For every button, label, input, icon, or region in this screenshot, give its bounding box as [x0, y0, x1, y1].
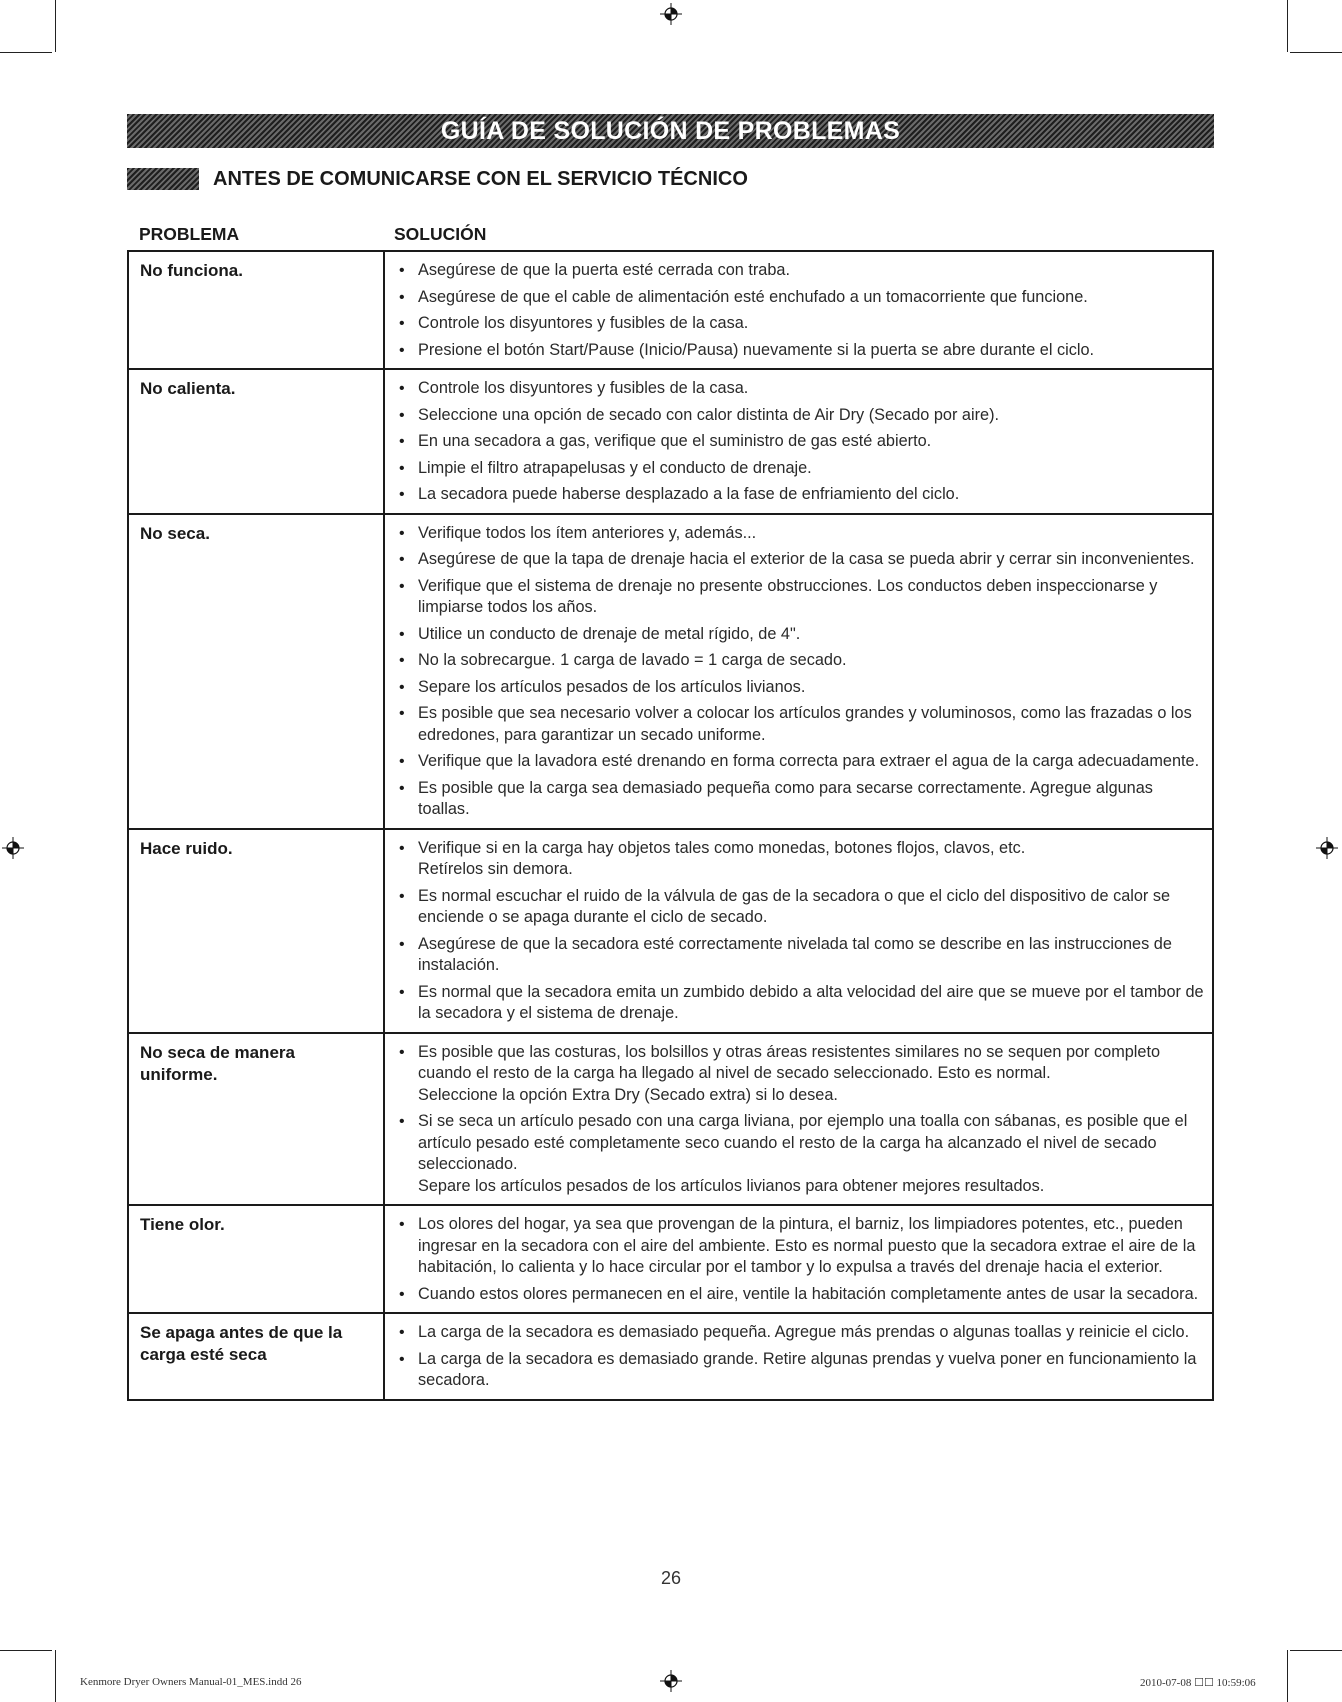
- crop-mark: [1287, 1650, 1288, 1702]
- crop-mark: [1290, 1650, 1342, 1651]
- solution-text: Verifique si en la carga hay objetos tales como monedas, botones flojos, clavos, etc.: [418, 838, 1026, 857]
- problem-cell: Hace ruido.: [128, 829, 384, 1033]
- crop-mark: [55, 0, 56, 52]
- problem-cell: Se apaga antes de que la carga esté seca: [128, 1313, 384, 1400]
- solution-cell: [384, 1033, 1213, 1206]
- section-title: ANTES DE COMUNICARSE CON EL SERVICIO TÉCNICO: [213, 167, 748, 190]
- section-heading-block: [127, 168, 199, 190]
- solution-item: • Controle los disyuntores y fusibles de la casa.: [399, 313, 1204, 335]
- table-row: [128, 514, 1213, 829]
- problem-cell: No funciona.: [128, 251, 384, 369]
- solution-item: • Los olores del hogar, ya sea que provengan de la pintura, el barniz, los limpiadores potentes, etc., pueden ingresar en la secadora con el aire del ambiente. Esto es normal puesto que la secadora extrae el aire de la habitación, lo calienta y lo hace circular por el tambor y lo expulsa a través del drenaje hacia el exterior.: [399, 1214, 1204, 1279]
- solution-cell: [384, 1205, 1213, 1313]
- table-row: [128, 1033, 1213, 1206]
- solution-item: • Es normal que la secadora emita un zumbido debido a alta velocidad del aire que se mueve por el tambor de la secadora y el sistema de drenaje.: [399, 982, 1204, 1025]
- solution-cell: [384, 369, 1213, 514]
- solution-item: [399, 1111, 1204, 1197]
- section-heading: [127, 167, 748, 191]
- problem-cell: Tiene olor.: [128, 1205, 384, 1313]
- crop-mark: [1287, 0, 1288, 52]
- table-row: [128, 251, 1213, 369]
- table-row: [128, 1313, 1213, 1400]
- troubleshooting-table: [127, 250, 1214, 1401]
- solution-item: • En una secadora a gas, verifique que el suministro de gas esté abierto.: [399, 431, 1204, 453]
- solution-item: • Limpie el filtro atrapapelusas y el conducto de drenaje.: [399, 458, 1204, 480]
- solution-item: • Asegúrese de que la secadora esté correctamente nivelada tal como se describe en las instrucciones de instalación.: [399, 934, 1204, 977]
- solution-text: Si se seca un artículo pesado con una carga liviana, por ejemplo una toalla con sábanas, es posible que el artículo pesado esté completamente seco cuando el resto de la carga ha alcanzado el nivel de secado seleccionado.: [418, 1112, 1188, 1173]
- solution-item: • Cuando estos olores permanecen en el aire, ventile la habitación completamente antes de usar la secadora.: [399, 1284, 1204, 1306]
- column-header-problem: PROBLEMA: [139, 224, 240, 244]
- table-row: [128, 369, 1213, 514]
- solution-item: [399, 838, 1204, 881]
- crop-mark: [55, 1650, 56, 1702]
- solution-item: • La carga de la secadora es demasiado grande. Retire algunas prendas y vuelva poner en funcionamiento la secadora.: [399, 1349, 1204, 1392]
- solution-text: Es posible que las costuras, los bolsillos y otras áreas resistentes similares no se sequen por completo cuando el resto de la carga ha llegado al nivel de secado seleccionado. Esto es normal.: [418, 1042, 1161, 1082]
- solution-item: • Asegúrese de que la puerta esté cerrada con traba.: [399, 260, 1204, 282]
- registration-mark-icon: [660, 3, 682, 25]
- solution-item: • Verifique que la lavadora esté drenando en forma correcta para extraer el agua de la carga adecuadamente.: [399, 751, 1204, 773]
- page-number: 26: [660, 1568, 682, 1588]
- solution-item: • Es posible que la carga sea demasiado pequeña como para secarse correctamente. Agregue algunas toallas.: [399, 778, 1204, 821]
- crop-mark: [0, 1650, 52, 1651]
- table-row: [128, 1205, 1213, 1313]
- solution-item: • No la sobrecargue. 1 carga de lavado = 1 carga de secado.: [399, 650, 1204, 672]
- table-row: [128, 829, 1213, 1033]
- solution-item: • Presione el botón Start/Pause (Inicio/Pausa) nuevamente si la puerta se abre durante el ciclo.: [399, 340, 1204, 362]
- problem-cell: No seca.: [128, 514, 384, 829]
- solution-item: • Separe los artículos pesados de los artículos livianos.: [399, 677, 1204, 699]
- banner-title: GUÍA DE SOLUCIÓN DE PROBLEMAS: [440, 116, 901, 145]
- solution-cell: [384, 1313, 1213, 1400]
- solution-continuation: Seleccione la opción Extra Dry (Secado extra) si lo desea.: [418, 1085, 838, 1104]
- solution-continuation: Separe los artículos pesados de los artículos livianos para obtener mejores resultados.: [418, 1176, 1045, 1195]
- crop-mark: [0, 52, 52, 53]
- registration-mark-icon: [1316, 837, 1338, 859]
- solution-cell: [384, 829, 1213, 1033]
- solution-continuation: Retírelos sin demora.: [418, 860, 573, 878]
- solution-cell: [384, 514, 1213, 829]
- problem-cell: No calienta.: [128, 369, 384, 514]
- page-banner: [127, 114, 1214, 148]
- solution-item: • Verifique todos los ítem anteriores y, además...: [399, 523, 1204, 545]
- registration-mark-icon: [660, 1670, 682, 1692]
- solution-cell: [384, 251, 1213, 369]
- column-header-solution: SOLUCIÓN: [394, 224, 487, 244]
- solution-item: • La carga de la secadora es demasiado pequeña. Agregue más prendas o algunas toallas y reinicie el ciclo.: [399, 1322, 1204, 1344]
- solution-item: • Asegúrese de que el cable de alimentación esté enchufado a un tomacorriente que funcione.: [399, 287, 1204, 309]
- crop-mark: [1290, 52, 1342, 53]
- solution-item: • Verifique que el sistema de drenaje no presente obstrucciones. Los conductos deben inspeccionarse y limpiarse todos los años.: [399, 576, 1204, 619]
- solution-item: • Seleccione una opción de secado con calor distinta de Air Dry (Secado por aire).: [399, 405, 1204, 427]
- problem-cell: No seca de manera uniforme.: [128, 1033, 384, 1206]
- solution-item: • Es normal escuchar el ruido de la válvula de gas de la secadora o que el ciclo del dispositivo de calor se enciende o se apaga durante el ciclo de secado.: [399, 886, 1204, 929]
- solution-item: • Asegúrese de que la tapa de drenaje hacia el exterior de la casa se pueda abrir y cerrar sin inconvenientes.: [399, 549, 1204, 571]
- footer-file-slug: Kenmore Dryer Owners Manual-01_MES.indd 26: [80, 1676, 302, 1688]
- solution-item: • La secadora puede haberse desplazado a la fase de enfriamiento del ciclo.: [399, 484, 1204, 506]
- registration-mark-icon: [2, 837, 24, 859]
- solution-item: [399, 1042, 1204, 1107]
- solution-item: • Controle los disyuntores y fusibles de la casa.: [399, 378, 1204, 400]
- solution-item: • Utilice un conducto de drenaje de metal rígido, de 4".: [399, 624, 1204, 646]
- footer-timestamp: 2010-07-08 ☐☐ 10:59:06: [1140, 1677, 1256, 1689]
- solution-item: • Es posible que sea necesario volver a colocar los artículos grandes y voluminosos, como las frazadas o los edredones, para garantizar un secado uniforme.: [399, 703, 1204, 746]
